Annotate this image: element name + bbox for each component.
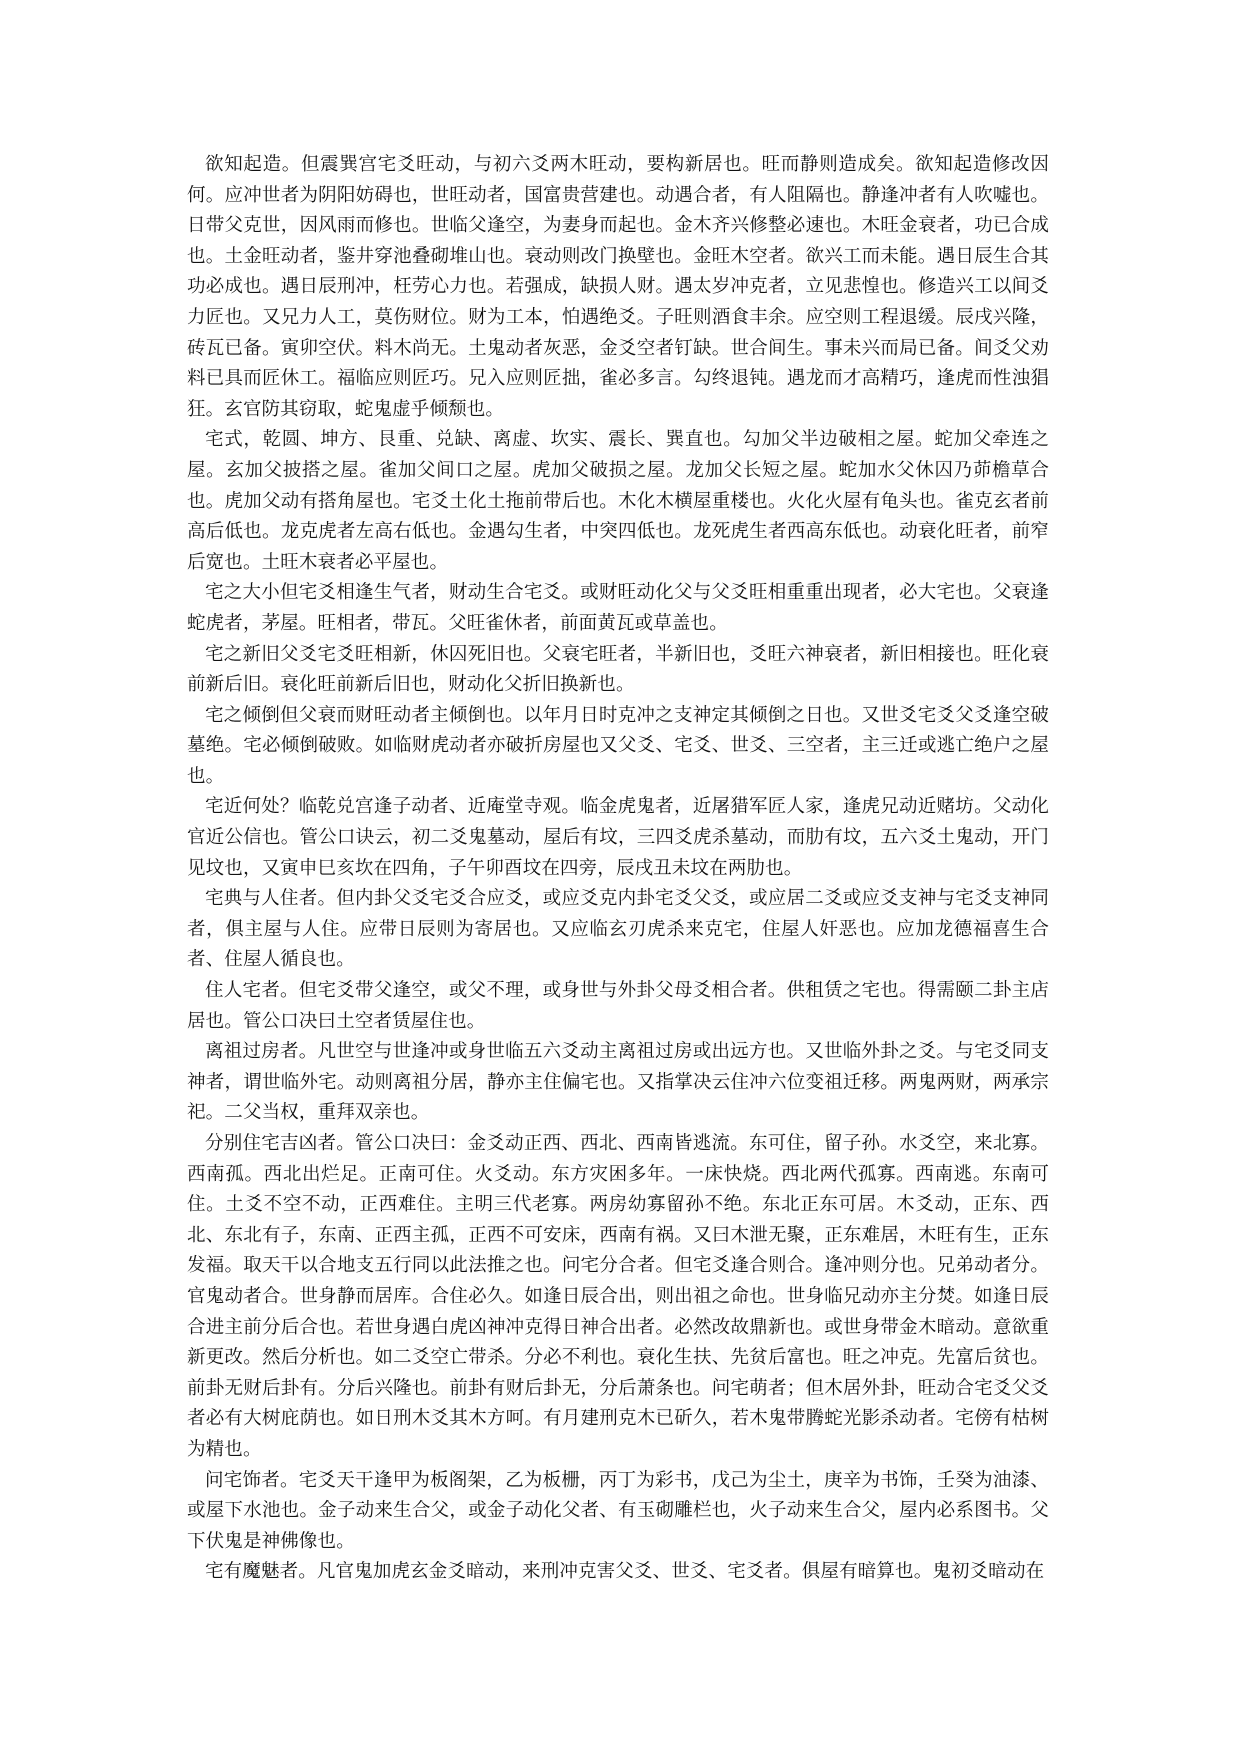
- paragraph-house-decoration: 问宅饰者。宅爻天干逢甲为板阁架，乙为板栅，丙丁为彩书，戊己为尘土，庚辛为书饰，壬癸为油漆、或屋下水池也。金子动来生合父，或金子动化父者、有玉砌雕栏也，火子动来生合父，屋内必系图书。父下伏鬼是神佛像也。: [187, 1469, 1049, 1552]
- paragraph-rented-house: 住人宅者。但宅爻带父逢空，或父不理，或身世与外卦父母爻相合者。供租赁之宅也。得需颐二卦主店居也。管公口决曰土空者赁屋住也。: [187, 980, 1049, 1032]
- paragraph-house-age: 宅之新旧父爻宅爻旺相新，休囚死旧也。父衰宅旺者，半新旧也，爻旺六神衰者，新旧相接也。旺化衰前新后旧。衰化旺前新后旧也，财动化父折旧换新也。: [187, 643, 1049, 696]
- paragraph-house-size: 宅之大小但宅爻相逢生气者，财动生合宅爻。或财旺动化父与父爻旺相重重出现者，必大宅也。父衰逢蛇虎者，茅屋。旺相者，带瓦。父旺雀休者，前面黄瓦或草盖也。: [187, 582, 1049, 634]
- document-body: [187, 150, 1049, 1588]
- paragraph-house-style: 宅式，乾圆、坤方、艮重、兑缺、离虚、坎实、震长、巽直也。勾加父半边破相之屋。蛇加父牵连之屋。玄加父披搭之屋。雀加父间口之屋。虎加父破损之屋。龙加父长短之屋。蛇加水父休囚乃茆檐草合也。虎加父动有搭角屋也。宅爻土化土拖前带后也。木化木横屋重楼也。火化火屋有龟头也。雀克玄者前高后低也。龙克虎者左高右低也。金遇勾生者，中突四低也。龙死虎生者西高东低也。动衰化旺者，前窄后宽也。土旺木衰者必平屋也。: [187, 429, 1049, 573]
- paragraph-house-lending: 宅典与人住者。但内卦父爻宅爻合应爻，或应爻克内卦宅爻父爻，或应居二爻或应爻支神与宅爻支神同者，俱主屋与人住。应带日辰则为寄居也。又应临玄刃虎杀来克宅，住屋人奸恶也。应加龙德福喜生合者、住屋人循良也。: [187, 888, 1049, 971]
- paragraph-leaving-ancestors: 离祖过房者。凡世空与世逢冲或身世临五六爻动主离祖过房或出远方也。又世临外卦之爻。与宅爻同支神者，谓世临外宅。动则离祖分居，静亦主住偏宅也。又指掌决云住冲六位变祖迁移。两鬼两财，两承宗祀。二父当权，重拜双亲也。: [187, 1041, 1049, 1124]
- paragraph-house-fortune: 分别住宅吉凶者。管公口决曰：金爻动正西、西北、西南皆逃流。东可住，留子孙。水爻空，来北寡。西南孤。西北出烂足。正南可住。火爻动。东方灾困多年。一床快烧。西北两代孤寡。西南逃。东南可住。土爻不空不动，正西难住。主明三代老寡。两房幼寡留孙不绝。东北正东可居。木爻动，正东、西北、东北有子，东南、正西主孤，正西不可安床，西南有祸。又曰木泄无聚，正东难居，木旺有生，正东发福。取天干以合地支五行同以此法推之也。问宅分合者。但宅爻逢合则合。逢冲则分也。兄弟动者分。官鬼动者合。世身静而居库。合住必久。如逢日辰合出，则出祖之命也。世身临兄动亦主分焚。如逢日辰合进主前分后合也。若世身遇白虎凶神冲克得日神合出者。必然改故鼎新也。或世身带金木暗动。意欲重新更改。然后分析也。如二爻空亡带杀。分必不利也。衰化生扶、先贫后富也。旺之冲克。先富后贫也。前卦无财后卦有。分后兴隆也。前卦有财后卦无，分后萧条也。问宅萌者；但木居外卦，旺动合宅爻父爻者必有大树庇荫也。如日刑木爻其木方呵。有月建刑克木已斫久，若木鬼带腾蛇光影杀动者。宅傍有枯树为精也。: [187, 1133, 1049, 1460]
- paragraph-building: 欲知起造。但震巽宫宅爻旺动，与初六爻两木旺动，要构新居也。旺而静则造成矣。欲知起造修改因何。应冲世者为阴阳妨碍也，世旺动者，国富贵营建也。动遇合者，有人阻隔也。静逢冲者有人吹嘘也。日带父克世，因风雨而修也。世临父逢空，为妻身而起也。金木齐兴修整必速也。木旺金衰者，功已合成也。土金旺动者，鉴井穿池叠砌堆山也。衰动则改门换壁也。金旺木空者。欲兴工而未能。遇日辰生合其功必成也。遇日辰刑冲，枉劳心力也。若强成，缺损人财。遇太岁冲克者，立见悲惶也。修造兴工以间爻力匠也。又兄力人工，莫伤财位。财为工本，怕遇绝爻。子旺则酒食丰余。应空则工程退缓。辰戌兴隆，砖瓦已备。寅卯空伏。料木尚无。土鬼动者灰恶，金爻空者钉缺。世合间生。事未兴而局已备。间爻父劝料已具而匠休工。福临应则匠巧。兄入应则匠拙，雀必多言。勾终退钝。遇龙而才高精巧，逢虎而性浊猖狂。玄官防其窃取，蛇鬼虚乎倾颓也。: [187, 154, 1049, 420]
- paragraph-house-collapse: 宅之倾倒但父衰而财旺动者主倾倒也。以年月日时克冲之支神定其倾倒之日也。又世爻宅爻父爻逢空破墓绝。宅必倾倒破败。如临财虎动者亦破折房屋也又父爻、宅爻、世爻、三空者，主三迁或逃亡绝户之屋也。: [187, 704, 1049, 787]
- paragraph-house-location: 宅近何处？临乾兑宫逢子动者、近庵堂寺观。临金虎鬼者，近屠猎军匠人家，逢虎兄动近赌坊。父动化官近公信也。管公口诀云，初二爻鬼墓动，屋后有坟，三四爻虎杀墓动，而肋有坟，五六爻土鬼动，开门见坟也，又寅申巳亥坎在四角，子午卯酉坟在四旁，辰戌丑未坟在两肋也。: [187, 796, 1049, 879]
- paragraph-house-demons: 宅有魔魅者。凡官鬼加虎玄金爻暗动，来刑冲克害父爻、世爻、宅爻者。俱屋有暗算也。鬼初爻暗动在: [205, 1561, 1045, 1583]
